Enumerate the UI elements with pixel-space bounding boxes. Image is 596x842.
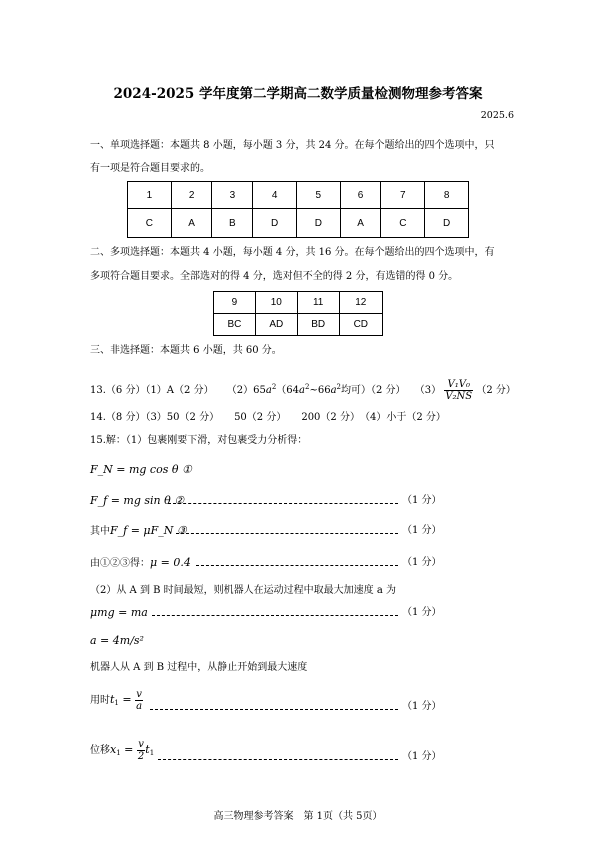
date: 2025.6 <box>480 110 514 121</box>
q15-eq8-prefix: 位移 <box>90 745 110 756</box>
q13-range-end: 均可）（2 分） <box>341 385 406 396</box>
q15-part2-intro: （2）从 A 到 B 时间最短，则机器人在运动过程中取最大加速度 a 为 <box>90 585 396 596</box>
q13-answer <box>90 374 516 404</box>
table-row <box>128 209 469 238</box>
table-cell: B <box>212 209 253 238</box>
q13-exponent: 2 <box>305 383 310 391</box>
q15-eq3-line <box>90 524 187 539</box>
dotted-leader <box>158 759 398 760</box>
section2-line1: 二、多项选择题：本题共 4 小题，每小题 4 分，共 16 分。在每个题给出的四个选项中，有 <box>90 247 495 258</box>
table-row <box>128 182 469 209</box>
q13-fraction <box>444 379 473 402</box>
q13-part2: （2）65 <box>226 385 266 396</box>
q13-part3: （3） <box>414 385 442 396</box>
score-label: （1 分） <box>402 607 442 618</box>
table-cell: 1 <box>128 182 172 209</box>
table-cell: CD <box>339 314 382 336</box>
q14-answer: 14.（8 分）（3）50（2 分） 50（2 分） 200（2 分） （4）小于（2 分） <box>90 412 446 423</box>
section3-line1: 三、非选择题：本题共 6 小题，共 60 分。 <box>90 345 282 356</box>
table-cell: A <box>340 209 381 238</box>
table-cell: A <box>171 209 212 238</box>
table-cell: 3 <box>212 182 253 209</box>
q13-var-a: a <box>265 385 272 396</box>
table-cell: 6 <box>340 182 381 209</box>
score-label: （1 分） <box>402 751 442 762</box>
q15-eq2: F_f = mg sin θ ② <box>90 494 185 507</box>
table-cell: D <box>425 209 469 238</box>
score-label: （1 分） <box>402 495 442 506</box>
dotted-leader <box>168 503 398 504</box>
dotted-leader <box>196 565 398 566</box>
q13-range-start: （64 <box>276 385 300 396</box>
dotted-leader <box>152 615 398 616</box>
table-cell: 12 <box>339 292 382 314</box>
dotted-leader <box>176 533 398 534</box>
table-cell: D <box>253 209 297 238</box>
section1-line1: 一、单项选择题：本题共 8 小题，每小题 3 分，共 24 分。在每个题给出的四个选项中，只 <box>90 140 495 151</box>
table-cell: AD <box>255 314 297 336</box>
q15-eq4-line <box>90 556 191 571</box>
table-cell: 8 <box>425 182 469 209</box>
q15-eq8-line: 位移$x_1$ = $\frac{v}{2}$ $t_1$ <box>90 739 155 762</box>
table-cell: 7 <box>381 182 425 209</box>
table-cell: 4 <box>253 182 297 209</box>
q15-motion-text: 机器人从 A 到 B 过程中，从静止开始到最大速度 <box>90 662 308 673</box>
table-row <box>214 292 383 314</box>
table-cell: 5 <box>296 182 340 209</box>
q15-eq6: a = 4m/s² <box>90 634 144 647</box>
table-cell: 11 <box>297 292 339 314</box>
q15-eq7-fraction: $\frac{v}{a}$ <box>136 689 143 712</box>
table-cell: C <box>128 209 172 238</box>
table-cell: BD <box>297 314 339 336</box>
q13-exponent: 2 <box>271 383 277 391</box>
q15-eq7-line: 用时$t_1$ = $\frac{v}{a}$ <box>90 689 143 712</box>
score-label: （1 分） <box>402 701 442 712</box>
table-cell: 9 <box>214 292 256 314</box>
single-choice-answer-table <box>127 181 469 238</box>
q13-prefix: 13.（6 分）（1）A（2 分） <box>90 385 214 396</box>
section2-line2: 多项符合题目要求。全部选对的得 4 分，选对但不全的得 2 分，有选错的得 0 分。 <box>90 271 459 282</box>
q13-range-mid: ~66 <box>309 385 331 396</box>
multi-choice-answer-table <box>213 291 383 336</box>
table-cell: BC <box>214 314 256 336</box>
q15-intro: 15.解：（1）包裹刚要下滑，对包裹受力分析得： <box>90 435 308 446</box>
q15-eq8-fraction: $\frac{v}{2}$ <box>137 739 145 762</box>
q13-var-a: a <box>330 385 337 396</box>
page-title: 2024-2025 学年度第二学期高二数学质量检测物理参考答案 <box>113 86 483 102</box>
table-cell: D <box>296 209 340 238</box>
score-label: （1 分） <box>402 525 442 536</box>
table-cell: 10 <box>255 292 297 314</box>
page-footer: 高三物理参考答案 第 1页（共 5页） <box>213 811 383 822</box>
q15-eq5: μmg = ma <box>90 606 148 619</box>
q15-eq3-prefix: 其中 <box>90 526 110 537</box>
table-row <box>214 314 383 336</box>
q15-eq3: F_f = μF_N ③ <box>110 524 187 537</box>
q13-frac-numerator: V₁V₀ <box>444 379 473 391</box>
q13-var-a: a <box>299 385 305 396</box>
table-cell: C <box>381 209 425 238</box>
q13-exponent: 2 <box>336 383 342 391</box>
q13-frac-denominator: V₂NS <box>445 391 473 402</box>
q15-eq1: F_N = mg cos θ ① <box>90 463 192 476</box>
table-cell: 2 <box>171 182 212 209</box>
q15-eq7-prefix: 用时 <box>90 695 110 706</box>
dotted-leader <box>150 709 398 710</box>
q15-eq4-prefix: 由①②③得： <box>90 558 150 569</box>
q15-eq4: μ = 0.4 <box>150 556 191 569</box>
q13-score: （2 分） <box>476 385 516 396</box>
section1-line2: 有一项是符合题目要求的。 <box>90 163 210 174</box>
score-label: （1 分） <box>402 557 442 568</box>
